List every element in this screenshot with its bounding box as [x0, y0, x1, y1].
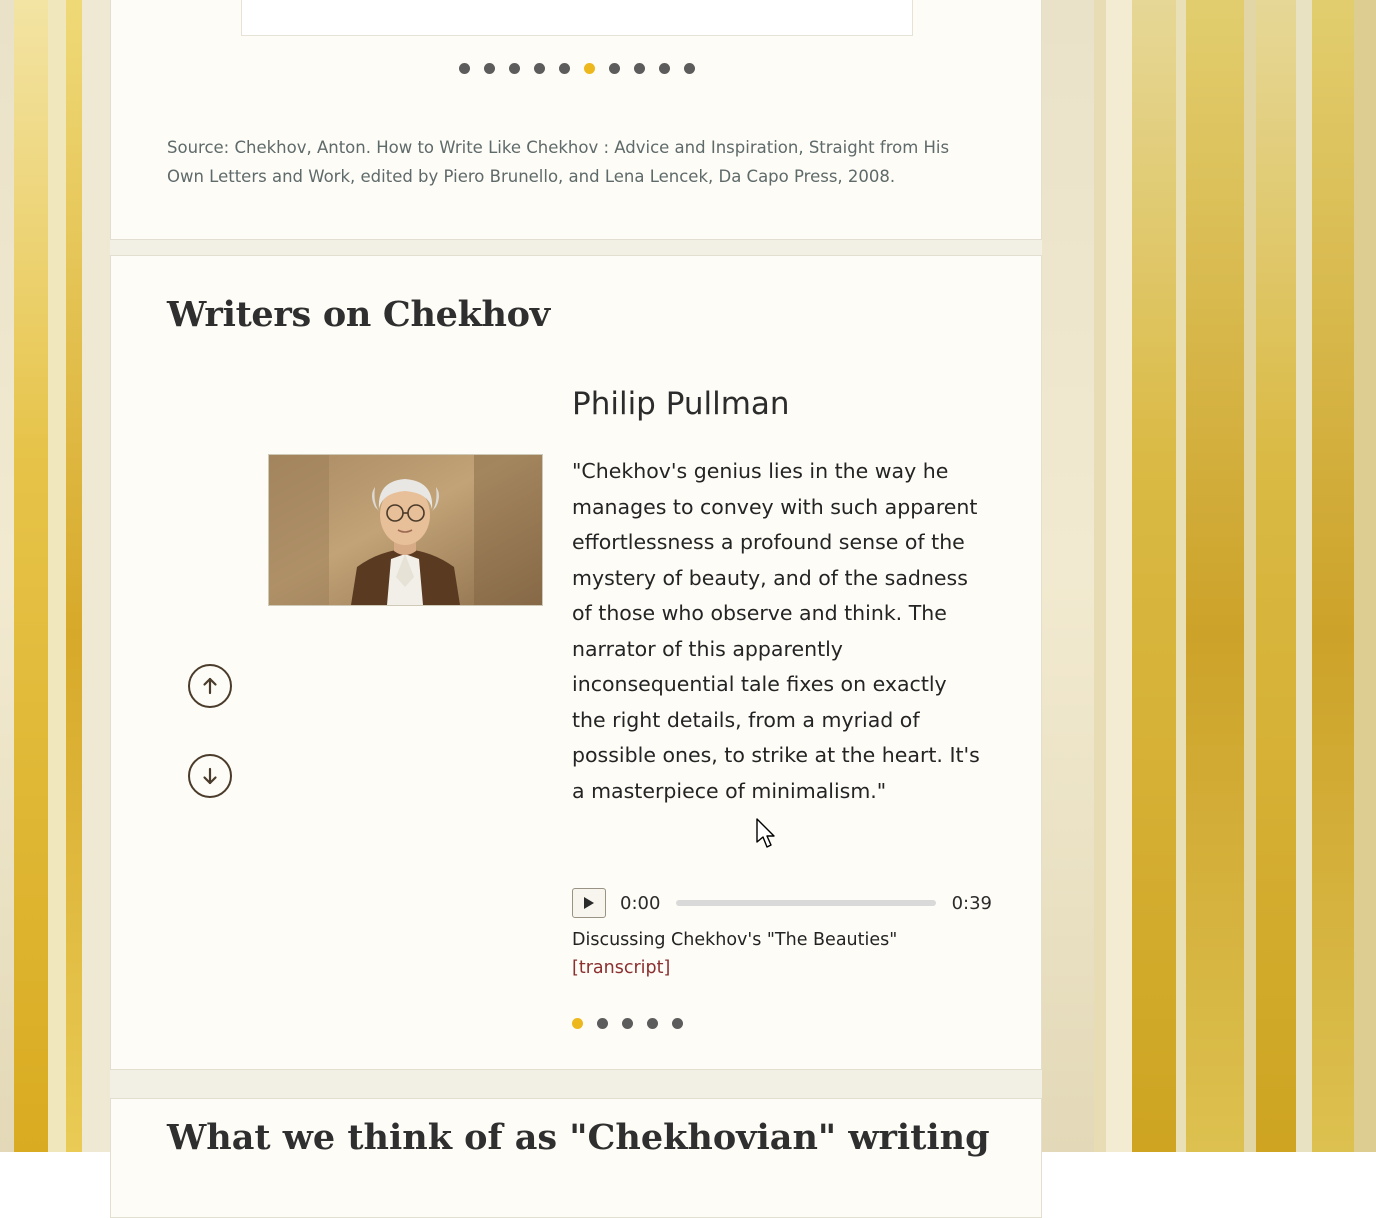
writer-portrait	[268, 454, 543, 606]
page-title: Writers on Chekhov	[167, 294, 550, 335]
carousel-dot[interactable]	[609, 63, 620, 74]
quote-carousel-card	[110, 0, 1042, 240]
transcript-link[interactable]: [transcript]	[572, 958, 671, 978]
scroll-down-button[interactable]	[188, 754, 232, 798]
source-citation: Source: Chekhov, Anton. How to Write Like Chekhov : Advice and Inspiration, Straight from His Own Letters and Work, edited by Piero Brunello, and Lena Lencek, Da Capo Press, 2008.	[167, 138, 950, 186]
carousel-dot[interactable]	[684, 63, 695, 74]
arrow-up-icon	[197, 673, 223, 699]
audio-player[interactable]	[572, 884, 992, 922]
chekhovian-writing-card	[110, 1098, 1042, 1218]
carousel-dot[interactable]	[622, 1018, 633, 1029]
audio-current-time: 0:00	[620, 892, 661, 914]
play-icon	[583, 896, 595, 910]
writers-on-chekhov-card	[110, 255, 1042, 1070]
writer-name: Philip Pullman	[572, 386, 790, 422]
audio-caption: Discussing Chekhov's "The Beauties"	[572, 930, 898, 950]
audio-progress-track[interactable]	[676, 900, 935, 906]
carousel-dot[interactable]	[509, 63, 520, 74]
carousel-dot-active[interactable]	[584, 63, 595, 74]
carousel-dot-active[interactable]	[572, 1018, 583, 1029]
carousel-dot[interactable]	[597, 1018, 608, 1029]
section-heading: What we think of as "Chekhovian" writing	[167, 1117, 990, 1158]
carousel-dot[interactable]	[634, 63, 645, 74]
carousel-dot[interactable]	[659, 63, 670, 74]
carousel-dot[interactable]	[647, 1018, 658, 1029]
main-content-column	[110, 0, 1042, 1158]
carousel-dot[interactable]	[672, 1018, 683, 1029]
portrait-image	[269, 455, 542, 605]
carousel-dot[interactable]	[459, 63, 470, 74]
carousel-dot[interactable]	[534, 63, 545, 74]
carousel-dot[interactable]	[484, 63, 495, 74]
quote-box	[241, 0, 913, 36]
writers-carousel-dots[interactable]	[572, 1018, 683, 1029]
quote-carousel-dots[interactable]	[459, 63, 695, 74]
play-button[interactable]	[572, 888, 606, 918]
audio-duration: 0:39	[951, 892, 992, 914]
carousel-dot[interactable]	[559, 63, 570, 74]
arrow-down-icon	[197, 763, 223, 789]
scroll-up-button[interactable]	[188, 664, 232, 708]
writer-quote: "Chekhov's genius lies in the way he manages to convey with such apparent effortlessness a profound sense of the mystery of beauty, and of the sadness of those who observe and think. The narrator of this apparently inconsequential tale fixes on exactly the right details, from a myriad of possible ones, to strike at the heart. It's a masterpiece of minimalism."	[572, 459, 980, 803]
